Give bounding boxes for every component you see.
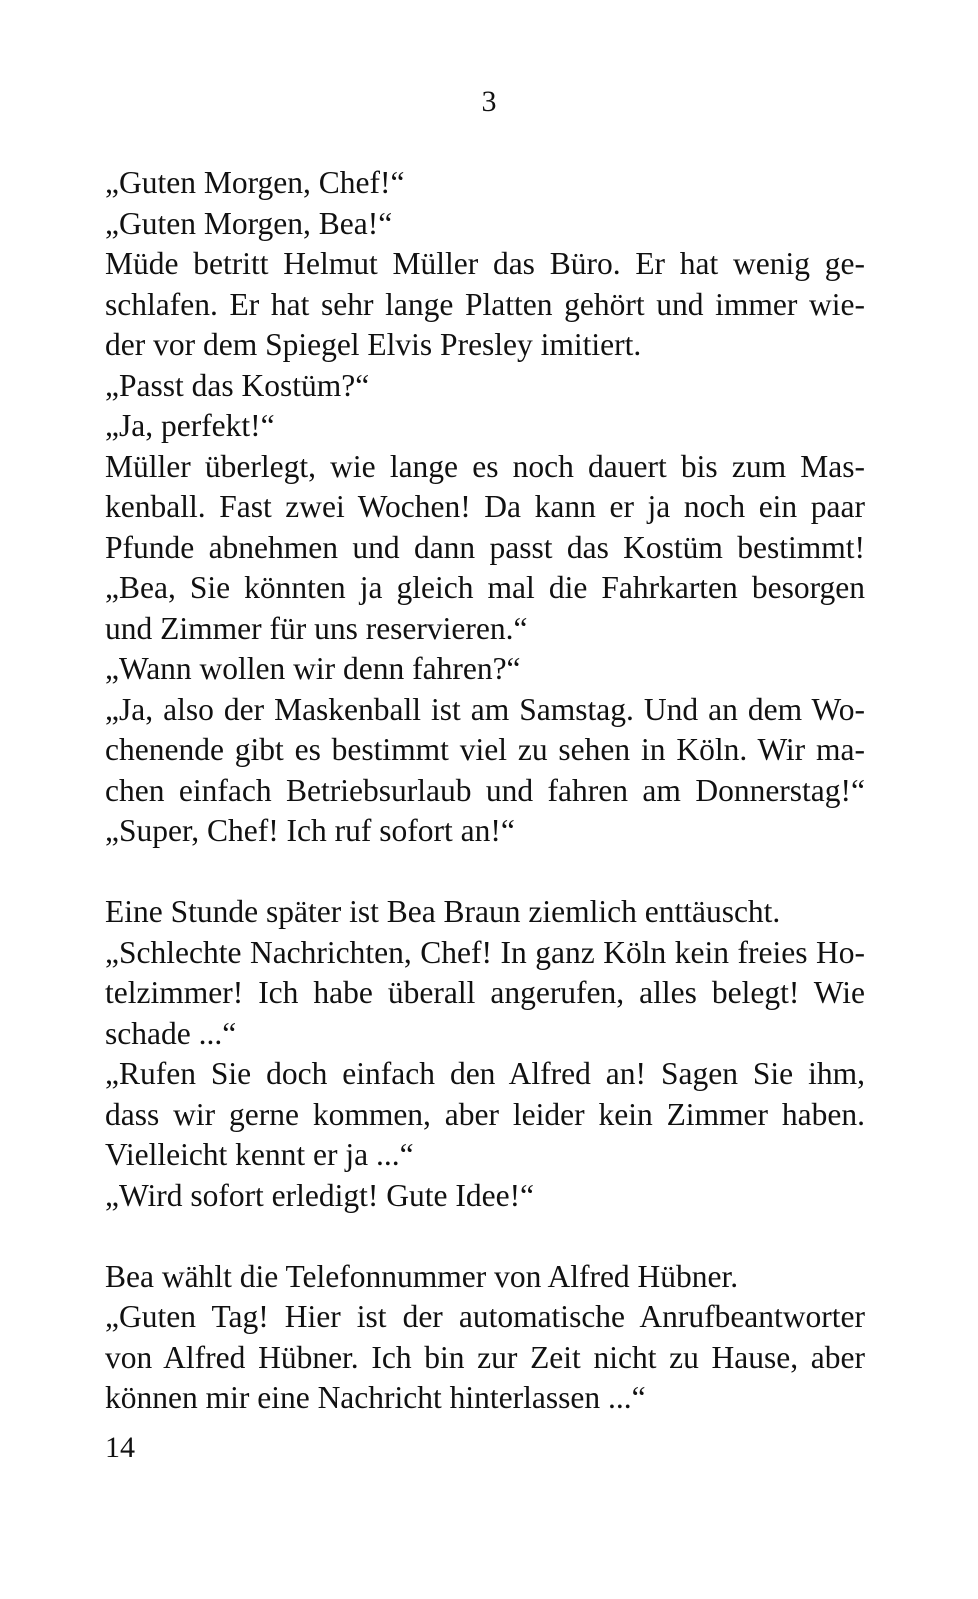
text-line: der vor dem Spiegel Elvis Presley imitiert. xyxy=(105,327,642,362)
text-line: „Guten Tag! Hier ist der automatische Anrufbeantworter xyxy=(105,1299,865,1334)
text-line: „Guten Morgen, Chef!“ xyxy=(105,165,405,200)
text-line: chenende gibt es bestimmt viel zu sehen in Köln. Wir ma- xyxy=(105,732,865,767)
text-line: „Rufen Sie doch einfach den Alfred an! Sagen Sie ihm, xyxy=(105,1056,865,1091)
text-line: und Zimmer für uns reservieren.“ xyxy=(105,610,528,646)
text-line: Vielleicht kennt er ja ...“ xyxy=(105,1137,414,1172)
paragraph-gap xyxy=(105,1216,865,1257)
paragraph xyxy=(105,892,865,1216)
text-line: können mir eine Nachricht hinterlassen ...“ xyxy=(105,1380,646,1415)
text-line: Müller überlegt, wie lange es noch dauert bis zum Mas- xyxy=(105,448,865,484)
text-line: Müde betritt Helmut Müller das Büro. Er hat wenig ge- xyxy=(105,246,865,281)
text-line: „Passt das Kostüm?“ xyxy=(105,367,370,403)
text-line: Eine Stunde später ist Bea Braun ziemlich enttäuscht. xyxy=(105,894,781,929)
text-line: schlafen. Er hat sehr lange Platten gehört und immer wie- xyxy=(105,286,865,322)
text-line: „Schlechte Nachrichten, Chef! In ganz Köln kein freies Ho- xyxy=(105,934,865,970)
paragraph xyxy=(105,1257,865,1419)
text-line: telzimmer! Ich habe überall angerufen, alles belegt! Wie xyxy=(105,975,865,1010)
text-line: Bea wählt die Telefonnummer von Alfred Hübner. xyxy=(105,1258,739,1294)
text-line: Pfunde abnehmen und dann passt das Kostüm bestimmt! xyxy=(105,529,865,565)
text-line: „Wird sofort erledigt! Gute Idee!“ xyxy=(105,1177,535,1213)
text-line: dass wir gerne kommen, aber leider kein Zimmer haben. xyxy=(105,1096,865,1132)
chapter-number: 3 xyxy=(481,85,497,118)
text-line: „Super, Chef! Ich ruf sofort an!“ xyxy=(105,813,515,848)
paragraph xyxy=(105,163,865,852)
text-line: „Ja, also der Maskenball ist am Samstag. Und an dem Wo- xyxy=(105,691,865,727)
text-line: „Guten Morgen, Bea!“ xyxy=(105,205,393,241)
page-number: 14 xyxy=(105,1431,135,1464)
text-line: schade ...“ xyxy=(105,1015,237,1051)
text-line: chen einfach Betriebsurlaub und fahren am Donnerstag!“ xyxy=(105,772,865,808)
text-line: „Wann wollen wir denn fahren?“ xyxy=(105,651,521,686)
text-line: von Alfred Hübner. Ich bin zur Zeit nicht zu Hause, aber xyxy=(105,1339,865,1375)
paragraph-gap xyxy=(105,852,865,893)
body-text xyxy=(105,163,865,1419)
text-line: kenball. Fast zwei Wochen! Da kann er ja noch ein paar xyxy=(105,489,865,524)
text-line: „Ja, perfekt!“ xyxy=(105,408,275,443)
text-line: „Bea, Sie könnten ja gleich mal die Fahrkarten besorgen xyxy=(105,570,865,605)
